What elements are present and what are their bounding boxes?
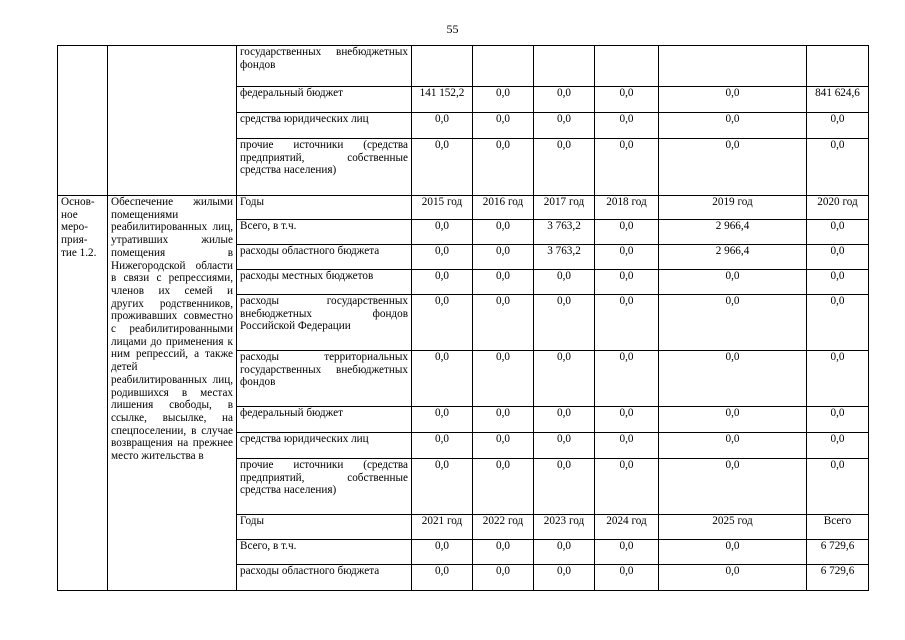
year-header: 2017 год: [534, 196, 595, 220]
value-cell: 0,0: [659, 459, 807, 515]
event-number-cell: [58, 196, 108, 591]
value-cell: 0,0: [595, 540, 659, 565]
value-cell: 0,0: [659, 407, 807, 433]
value-cell: 2 966,4: [659, 220, 807, 245]
value-cell: 0,0: [412, 270, 473, 295]
value-cell: [412, 46, 473, 87]
year-header: 2015 год: [412, 196, 473, 220]
value-cell: 0,0: [473, 113, 534, 139]
value-cell: [659, 46, 807, 87]
value-cell: 0,0: [473, 459, 534, 515]
source-label: государственных внебюджетных фондов: [237, 46, 412, 87]
page-number: 55: [446, 22, 459, 36]
value-cell: 0,0: [659, 113, 807, 139]
value-cell: 0,0: [595, 433, 659, 459]
value-cell: 0,0: [595, 407, 659, 433]
source-label: расходы областного бюджета: [237, 245, 412, 270]
value-cell: 0,0: [473, 87, 534, 113]
value-cell: 0,0: [534, 565, 595, 591]
value-cell: 0,0: [534, 540, 595, 565]
financing-table: [57, 45, 869, 591]
event-description: Обеспечение жилыми помещениями реабилитированных лиц, утративших жилые помещения в Нижегородской области в связи с репрессиями, членов их семей и других родственников, проживавших совместно с реабилитированными лицами до применения к ним репрессий, а также детей реабилитированных лиц, родившихся в местах лишения свободы, в ссылке, высылке, на спецпоселении, в случае возвращения на прежнее место жительства в: [111, 196, 233, 463]
value-cell: 0,0: [807, 245, 869, 270]
value-cell: 0,0: [473, 139, 534, 196]
value-cell: 0,0: [534, 295, 595, 351]
value-cell: 0,0: [412, 351, 473, 407]
source-label: Всего, в т.ч.: [237, 220, 412, 245]
value-cell: 0,0: [807, 433, 869, 459]
value-cell: 0,0: [595, 565, 659, 591]
source-label: прочие источники (средства предприятий, собственные средства населения): [237, 459, 412, 515]
value-cell: 0,0: [595, 139, 659, 196]
value-cell: [473, 46, 534, 87]
value-cell: 2 966,4: [659, 245, 807, 270]
value-cell: [807, 46, 869, 87]
value-cell: 0,0: [807, 220, 869, 245]
source-label: расходы государственных внебюджетных фондов Российской Федерации: [237, 295, 412, 351]
value-cell: [534, 46, 595, 87]
value-cell: 0,0: [807, 295, 869, 351]
value-cell: 0,0: [659, 87, 807, 113]
value-cell: 0,0: [473, 220, 534, 245]
value-cell: 0,0: [534, 459, 595, 515]
value-cell: 0,0: [595, 459, 659, 515]
value-cell: 0,0: [412, 113, 473, 139]
source-label: средства юридических лиц: [237, 113, 412, 139]
value-cell: 3 763,2: [534, 220, 595, 245]
value-cell: 0,0: [473, 270, 534, 295]
value-cell: 0,0: [534, 270, 595, 295]
value-cell: 0,0: [807, 270, 869, 295]
value-cell: 0,0: [595, 245, 659, 270]
value-cell: 0,0: [659, 351, 807, 407]
value-cell: 0,0: [412, 407, 473, 433]
value-cell: 0,0: [534, 139, 595, 196]
value-cell: 841 624,6: [807, 87, 869, 113]
value-cell: 141 152,2: [412, 87, 473, 113]
value-cell: 0,0: [595, 87, 659, 113]
value-cell: 0,0: [807, 459, 869, 515]
source-label: прочие источники (средства предприятий, собственные средства населения): [237, 139, 412, 196]
value-cell: 3 763,2: [534, 245, 595, 270]
value-cell: 0,0: [412, 139, 473, 196]
value-cell: 0,0: [659, 295, 807, 351]
value-cell: 0,0: [473, 295, 534, 351]
value-cell: 0,0: [807, 113, 869, 139]
value-cell: 0,0: [412, 220, 473, 245]
value-cell: 0,0: [412, 565, 473, 591]
total-header: Всего: [807, 515, 869, 540]
table-row: [58, 46, 869, 87]
source-label: федеральный бюджет: [237, 87, 412, 113]
value-cell: 0,0: [595, 295, 659, 351]
value-cell: 0,0: [659, 565, 807, 591]
year-header: 2025 год: [659, 515, 807, 540]
value-cell: 0,0: [534, 433, 595, 459]
value-cell: 0,0: [807, 139, 869, 196]
year-header: 2021 год: [412, 515, 473, 540]
prev-description-cell: [108, 46, 237, 196]
value-cell: 0,0: [595, 270, 659, 295]
year-header: 2019 год: [659, 196, 807, 220]
value-cell: 0,0: [659, 139, 807, 196]
value-cell: 0,0: [412, 245, 473, 270]
value-cell: 0,0: [412, 295, 473, 351]
years-header-label: Годы: [237, 196, 412, 220]
value-cell: 0,0: [659, 540, 807, 565]
value-cell: 0,0: [595, 113, 659, 139]
value-cell: 0,0: [807, 407, 869, 433]
value-cell: 0,0: [473, 540, 534, 565]
year-header: 2020 год: [807, 196, 869, 220]
value-cell: 6 729,6: [807, 565, 869, 591]
source-label: федеральный бюджет: [237, 407, 412, 433]
value-cell: 0,0: [595, 351, 659, 407]
value-cell: 0,0: [659, 270, 807, 295]
value-cell: 0,0: [473, 565, 534, 591]
source-label: расходы областного бюджета: [237, 565, 412, 591]
source-label: Всего, в т.ч.: [237, 540, 412, 565]
years-header-label: Годы: [237, 515, 412, 540]
value-cell: 0,0: [412, 540, 473, 565]
value-cell: 0,0: [534, 407, 595, 433]
year-header: 2016 год: [473, 196, 534, 220]
value-cell: 0,0: [473, 407, 534, 433]
value-cell: 0,0: [534, 113, 595, 139]
event-description-cell: [108, 196, 237, 591]
value-cell: 0,0: [412, 459, 473, 515]
prev-event-cell: [58, 46, 108, 196]
value-cell: [595, 46, 659, 87]
value-cell: 0,0: [473, 433, 534, 459]
value-cell: 0,0: [807, 351, 869, 407]
source-label: средства юридических лиц: [237, 433, 412, 459]
year-header: 2023 год: [534, 515, 595, 540]
year-header: 2018 год: [595, 196, 659, 220]
value-cell: 0,0: [534, 87, 595, 113]
value-cell: 0,0: [412, 433, 473, 459]
year-header: 2024 год: [595, 515, 659, 540]
source-label: расходы территориальных государственных внебюджетных фондов: [237, 351, 412, 407]
value-cell: 0,0: [659, 433, 807, 459]
value-cell: 0,0: [473, 245, 534, 270]
value-cell: 0,0: [534, 351, 595, 407]
year-header: 2022 год: [473, 515, 534, 540]
event-label: Основ- ное меро- прия- тие 1.2.: [61, 196, 97, 259]
table-header-row: [58, 196, 869, 220]
source-label: расходы местных бюджетов: [237, 270, 412, 295]
value-cell: 6 729,6: [807, 540, 869, 565]
value-cell: 0,0: [473, 351, 534, 407]
value-cell: 0,0: [595, 220, 659, 245]
